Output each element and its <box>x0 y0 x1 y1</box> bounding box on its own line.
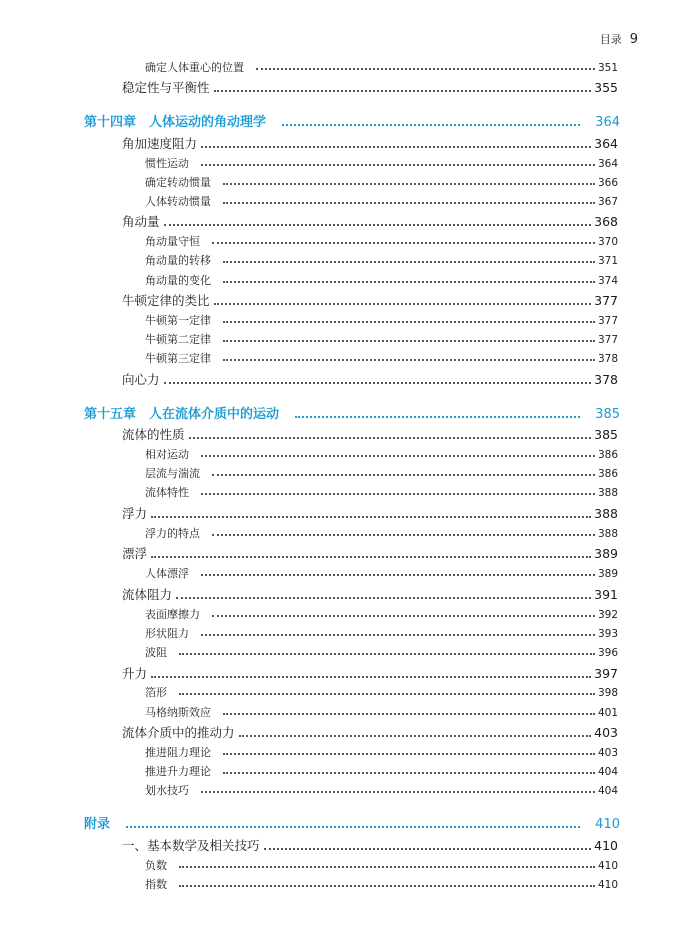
toc-entry-title: 马格纳斯效应 <box>145 706 211 719</box>
toc-entry-page: 391 <box>594 587 618 602</box>
toc-entry-page: 364 <box>597 157 618 170</box>
dot-leader <box>239 735 592 737</box>
dot-leader <box>179 653 595 655</box>
dot-leader <box>212 474 595 476</box>
toc-entry-page: 377 <box>597 333 618 346</box>
dot-leader <box>214 90 592 92</box>
toc-entry-sub[interactable] <box>145 568 618 579</box>
toc-entry-page: 377 <box>597 314 618 327</box>
toc-entry-title: 角动量的变化 <box>145 274 211 287</box>
toc-entry-section[interactable] <box>122 548 618 561</box>
toc-entry-page: 410 <box>597 859 618 872</box>
toc-entry-title: 人体漂浮 <box>145 567 189 580</box>
toc-entry-title: 第十四章 人体运动的角动理学 <box>84 115 267 130</box>
toc-entry-chapter[interactable] <box>84 818 620 831</box>
dot-leader <box>264 848 592 850</box>
toc-entry-page: 389 <box>594 546 618 561</box>
toc-entry-section[interactable] <box>122 840 618 853</box>
toc-entry-section[interactable] <box>122 727 618 740</box>
dot-leader <box>201 574 595 576</box>
toc-entry-chapter[interactable] <box>84 116 620 129</box>
toc-entry-page: 396 <box>597 646 618 659</box>
page-header <box>600 31 638 47</box>
toc-entry-title: 推进升力理论 <box>145 765 211 778</box>
toc-entry-page: 385 <box>595 407 620 422</box>
toc-entry-sub[interactable] <box>145 177 618 188</box>
toc-entry-title: 流体特性 <box>145 486 189 499</box>
dot-leader <box>282 124 580 126</box>
dot-leader <box>201 493 595 495</box>
dot-leader <box>201 455 595 457</box>
toc-entry-page: 410 <box>597 878 618 891</box>
toc-entry-title: 推进阻力理论 <box>145 746 211 759</box>
dot-leader <box>295 416 580 418</box>
dot-leader <box>223 713 595 715</box>
toc-entry-page: 388 <box>594 506 618 521</box>
toc-entry-title: 角动量的转移 <box>145 254 211 267</box>
dot-leader <box>212 615 595 617</box>
dot-leader <box>151 516 591 518</box>
toc-entry-page: 366 <box>597 176 618 189</box>
dot-leader <box>164 382 592 384</box>
toc-entry-title: 牛顿第二定律 <box>145 333 211 346</box>
toc-entry-page: 389 <box>597 567 618 580</box>
dot-leader <box>164 224 592 226</box>
dot-leader <box>212 242 595 244</box>
toc-entry-title: 确定人体重心的位置 <box>145 61 244 74</box>
toc-entry-title: 向心力 <box>122 372 160 387</box>
toc-entry-page: 393 <box>597 627 618 640</box>
toc-entry-page: 403 <box>594 725 618 740</box>
toc-entry-title: 附录 <box>84 817 111 832</box>
toc-entry-page: 367 <box>597 195 618 208</box>
dot-leader <box>189 437 592 439</box>
toc-entry-section[interactable] <box>122 429 618 442</box>
dot-leader <box>223 753 595 755</box>
toc-entry-page: 378 <box>597 352 618 365</box>
toc-entry-page: 410 <box>595 817 620 832</box>
toc-entry-title: 升力 <box>122 666 148 681</box>
toc-entry-section[interactable] <box>122 82 618 95</box>
toc-entry-title: 负数 <box>145 859 167 872</box>
toc-entry-title: 浮力的特点 <box>145 527 200 540</box>
toc-entry-page: 364 <box>594 136 618 151</box>
toc-entry-page: 392 <box>597 608 618 621</box>
toc-entry-sub[interactable] <box>145 353 618 364</box>
toc-entry-title: 确定转动惯量 <box>145 176 211 189</box>
toc-entry-section[interactable] <box>122 138 618 151</box>
dot-leader <box>201 146 591 148</box>
toc-entry-sub[interactable] <box>145 449 618 460</box>
dot-leader <box>214 303 592 305</box>
toc-entry-section[interactable] <box>122 589 618 602</box>
dot-leader <box>223 202 595 204</box>
toc-entry-title: 指数 <box>145 878 167 891</box>
toc-entry-sub[interactable] <box>145 315 618 326</box>
toc-entry-title: 箔形 <box>145 686 167 699</box>
toc-entry-page: 370 <box>597 235 618 248</box>
toc-entry-page: 386 <box>597 467 618 480</box>
toc-entry-section[interactable] <box>122 508 618 521</box>
toc-entry-sub[interactable] <box>145 158 618 169</box>
toc-entry-sub[interactable] <box>145 334 618 345</box>
toc-entry-sub[interactable] <box>145 647 618 658</box>
toc-entry-sub[interactable] <box>145 747 618 758</box>
toc-entry-title: 漂浮 <box>122 546 148 561</box>
toc-entry-title: 浮力 <box>122 506 148 521</box>
toc-entry-sub[interactable] <box>145 766 618 777</box>
toc-entry-page: 410 <box>594 838 618 853</box>
toc-entry-title: 牛顿第一定律 <box>145 314 211 327</box>
toc-entry-page: 378 <box>594 372 618 387</box>
toc-entry-title: 第十五章 人在流体介质中的运动 <box>84 407 280 422</box>
toc-entry-title: 流体介质中的推动力 <box>122 725 235 740</box>
toc-entry-title: 惯性运动 <box>145 157 189 170</box>
toc-entry-section[interactable] <box>122 668 618 681</box>
toc-entry-title: 角动量 <box>122 214 160 229</box>
toc-entry-page: 377 <box>594 293 618 308</box>
dot-leader <box>176 597 591 599</box>
toc-entry-page: 371 <box>597 254 618 267</box>
toc-entry-sub[interactable] <box>145 860 618 871</box>
toc-entry-page: 398 <box>597 686 618 699</box>
dot-leader <box>223 183 595 185</box>
toc-entry-sub[interactable] <box>145 255 618 266</box>
dot-leader <box>179 866 595 868</box>
dot-leader <box>179 693 595 695</box>
dot-leader <box>201 634 595 636</box>
toc-entry-title: 角加速度阻力 <box>122 136 198 151</box>
toc-entry-page: 397 <box>594 666 618 681</box>
dot-leader <box>223 321 595 323</box>
dot-leader <box>256 68 595 70</box>
dot-leader <box>201 164 595 166</box>
toc-entry-page: 355 <box>594 80 618 95</box>
toc-entry-page: 388 <box>597 527 618 540</box>
toc-entry-title: 层流与湍流 <box>145 467 200 480</box>
toc-entry-sub[interactable] <box>145 879 618 890</box>
toc-entry-chapter[interactable] <box>84 408 620 421</box>
dot-leader <box>179 885 595 887</box>
toc-entry-page: 374 <box>597 274 618 287</box>
dot-leader <box>223 359 595 361</box>
toc-entry-sub[interactable] <box>145 628 618 639</box>
toc-entry-sub[interactable] <box>145 528 618 539</box>
toc-entry-sub[interactable] <box>145 687 618 698</box>
dot-leader <box>223 261 595 263</box>
dot-leader <box>212 534 595 536</box>
toc-entry-sub[interactable] <box>145 487 618 498</box>
toc-entry-title: 流体阻力 <box>122 587 173 602</box>
toc-entry-page: 386 <box>597 448 618 461</box>
toc-entry-page: 388 <box>597 486 618 499</box>
toc-entry-sub[interactable] <box>145 236 618 247</box>
toc-entry-section[interactable] <box>122 295 618 308</box>
toc-entry-title: 角动量守恒 <box>145 235 200 248</box>
toc-entry-title: 一、基本数学及相关技巧 <box>122 838 260 853</box>
toc-entry-title: 牛顿定律的类比 <box>122 293 210 308</box>
toc-entry-page: 401 <box>597 706 618 719</box>
header-section-label: 目录 <box>599 33 622 46</box>
toc-entry-page: 385 <box>594 427 618 442</box>
toc-entry-title: 划水技巧 <box>145 784 189 797</box>
toc-entry-sub[interactable] <box>145 275 618 286</box>
toc-entry-title: 表面摩擦力 <box>145 608 200 621</box>
toc-entry-title: 相对运动 <box>145 448 189 461</box>
dot-leader <box>223 772 595 774</box>
toc-entry-title: 人体转动惯量 <box>145 195 211 208</box>
toc-entry-section[interactable] <box>122 374 618 387</box>
toc-entry-sub[interactable] <box>145 196 618 207</box>
toc-entry-sub[interactable] <box>145 62 618 73</box>
dot-leader <box>151 676 591 678</box>
toc-entry-page: 364 <box>595 115 620 130</box>
dot-leader <box>223 340 595 342</box>
toc-entry-sub[interactable] <box>145 785 618 796</box>
toc-entry-page: 351 <box>597 61 618 74</box>
toc-entry-sub[interactable] <box>145 609 618 620</box>
toc-entry-title: 牛顿第三定律 <box>145 352 211 365</box>
toc-entry-title: 流体的性质 <box>122 427 185 442</box>
toc-entry-sub[interactable] <box>145 468 618 479</box>
toc-entry-sub[interactable] <box>145 707 618 718</box>
dot-leader <box>223 281 595 283</box>
header-page-number: 9 <box>629 32 638 47</box>
dot-leader <box>151 556 591 558</box>
toc-entry-title: 形状阻力 <box>145 627 189 640</box>
toc-entry-page: 403 <box>597 746 618 759</box>
toc-entry-page: 404 <box>597 784 618 797</box>
toc-entry-page: 368 <box>594 214 618 229</box>
toc-entry-page: 404 <box>597 765 618 778</box>
dot-leader <box>126 826 580 828</box>
toc-entry-section[interactable] <box>122 216 618 229</box>
dot-leader <box>201 791 595 793</box>
toc-entry-title: 稳定性与平衡性 <box>122 80 210 95</box>
toc-entry-title: 波阻 <box>145 646 167 659</box>
